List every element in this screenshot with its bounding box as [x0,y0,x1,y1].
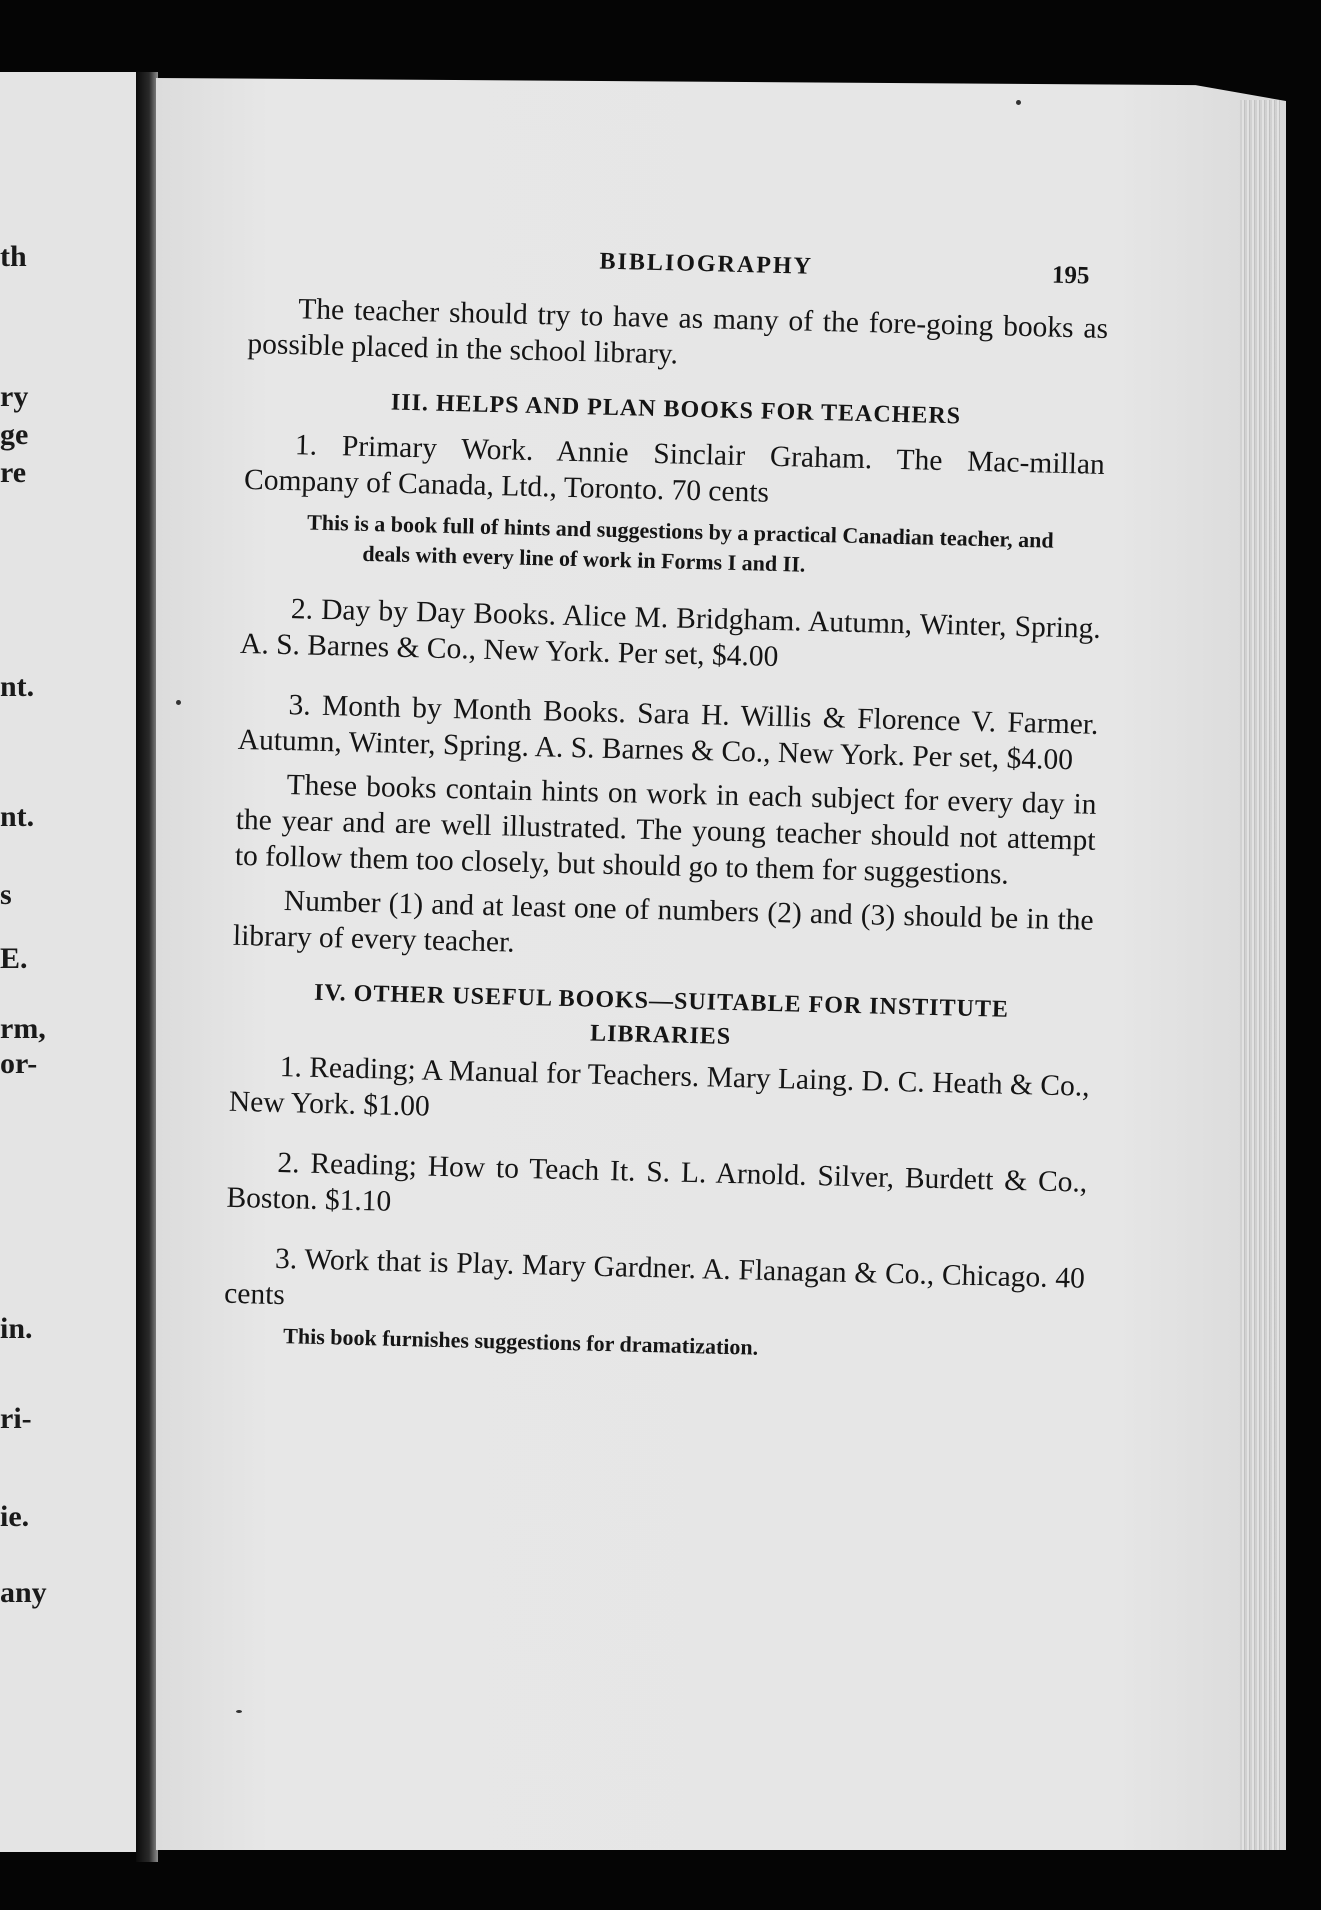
entry-reading-how-to: 2. Reading; How to Teach It. S. L. Arnold. Silver, Burdett & Co., Boston. $1.10 [226,1146,1088,1218]
book-gutter [136,72,158,1862]
page-content [223,240,1110,1371]
section-heading-iii: III. HELPS AND PLAN BOOKS FOR TEACHERS [390,389,962,430]
facing-page-fragment: ge [0,418,29,451]
page-number: 195 [1051,261,1090,290]
facing-page-fragment: in. [0,1312,33,1345]
facing-page-fragment: nt. [0,800,35,833]
page-stack-edge [1240,100,1280,1850]
facing-page-fragment: any [0,1576,47,1609]
section-heading-iv-line2: LIBRARIES [589,1020,732,1050]
facing-page-fragment: ry [0,380,29,413]
facing-page-fragment: or- [0,1047,38,1080]
entry-month-by-month: 3. Month by Month Books. Sara H. Willis & Florence V. Farmer. Autumn, Winter, Spring. A. S. Barnes & Co., New York. Per set, $4.00 [237,689,1099,777]
entry-primary-work: 1. Primary Work. Annie Sinclair Graham. The Mac-millan Company of Canada, Ltd., Toronto. 70 cents [243,429,1106,509]
facing-page-fragment: nt. [0,670,35,703]
commentary-paragraph: These books contain hints on work in each subject for every day in the year and are well illustrated. The young teacher should not attempt to follow them too closely, but should go to them for suggestions. [234,769,1097,891]
entry-note: This book furnishes suggestions for dramatization. [282,1323,759,1360]
facing-page-fragment: rm, [0,1012,46,1045]
facing-page-fragment: s [0,878,12,911]
facing-page-edge [0,72,140,1852]
facing-page-fragment: ie. [0,1500,30,1533]
paper-speck [1016,100,1021,105]
section-heading-iv [230,974,1091,1063]
facing-page-fragment: th [0,240,27,273]
facing-page-fragment: ri- [0,1402,32,1435]
paper-speck [176,700,181,705]
facing-page-fragment: E. [0,942,28,975]
entry-note: This is a book full of hints and suggestions by a practical Canadian teacher, and deals with every line of work in Forms I and II. [306,509,1054,577]
intro-paragraph: The teacher should try to have as many of the fore-going books as possible placed in the school library. [247,293,1109,371]
section-heading-iv-line1: IV. OTHER USEFUL BOOKS—SUITABLE FOR INSTITUTE [313,979,1010,1023]
paper-speck [236,1710,242,1713]
entry-reading-manual: 1. Reading; A Manual for Teachers. Mary Laing. D. C. Heath & Co., New York. $1.00 [228,1050,1090,1123]
entry-day-by-day: 2. Day by Day Books. Alice M. Bridgham. Autumn, Winter, Spring. A. S. Barnes & Co., New York. Per set, $4.00 [239,593,1102,674]
running-title: BIBLIOGRAPHY [599,248,814,280]
facing-page-fragment: re [0,456,27,489]
entry-work-that-is-play: 3. Work that is Play. Mary Gardner. A. Flanagan & Co., Chicago. 40 cents [223,1242,1086,1312]
recommendation-paragraph: Number (1) and at least one of numbers (2) and (3) should be in the library of every teacher. [232,885,1095,959]
